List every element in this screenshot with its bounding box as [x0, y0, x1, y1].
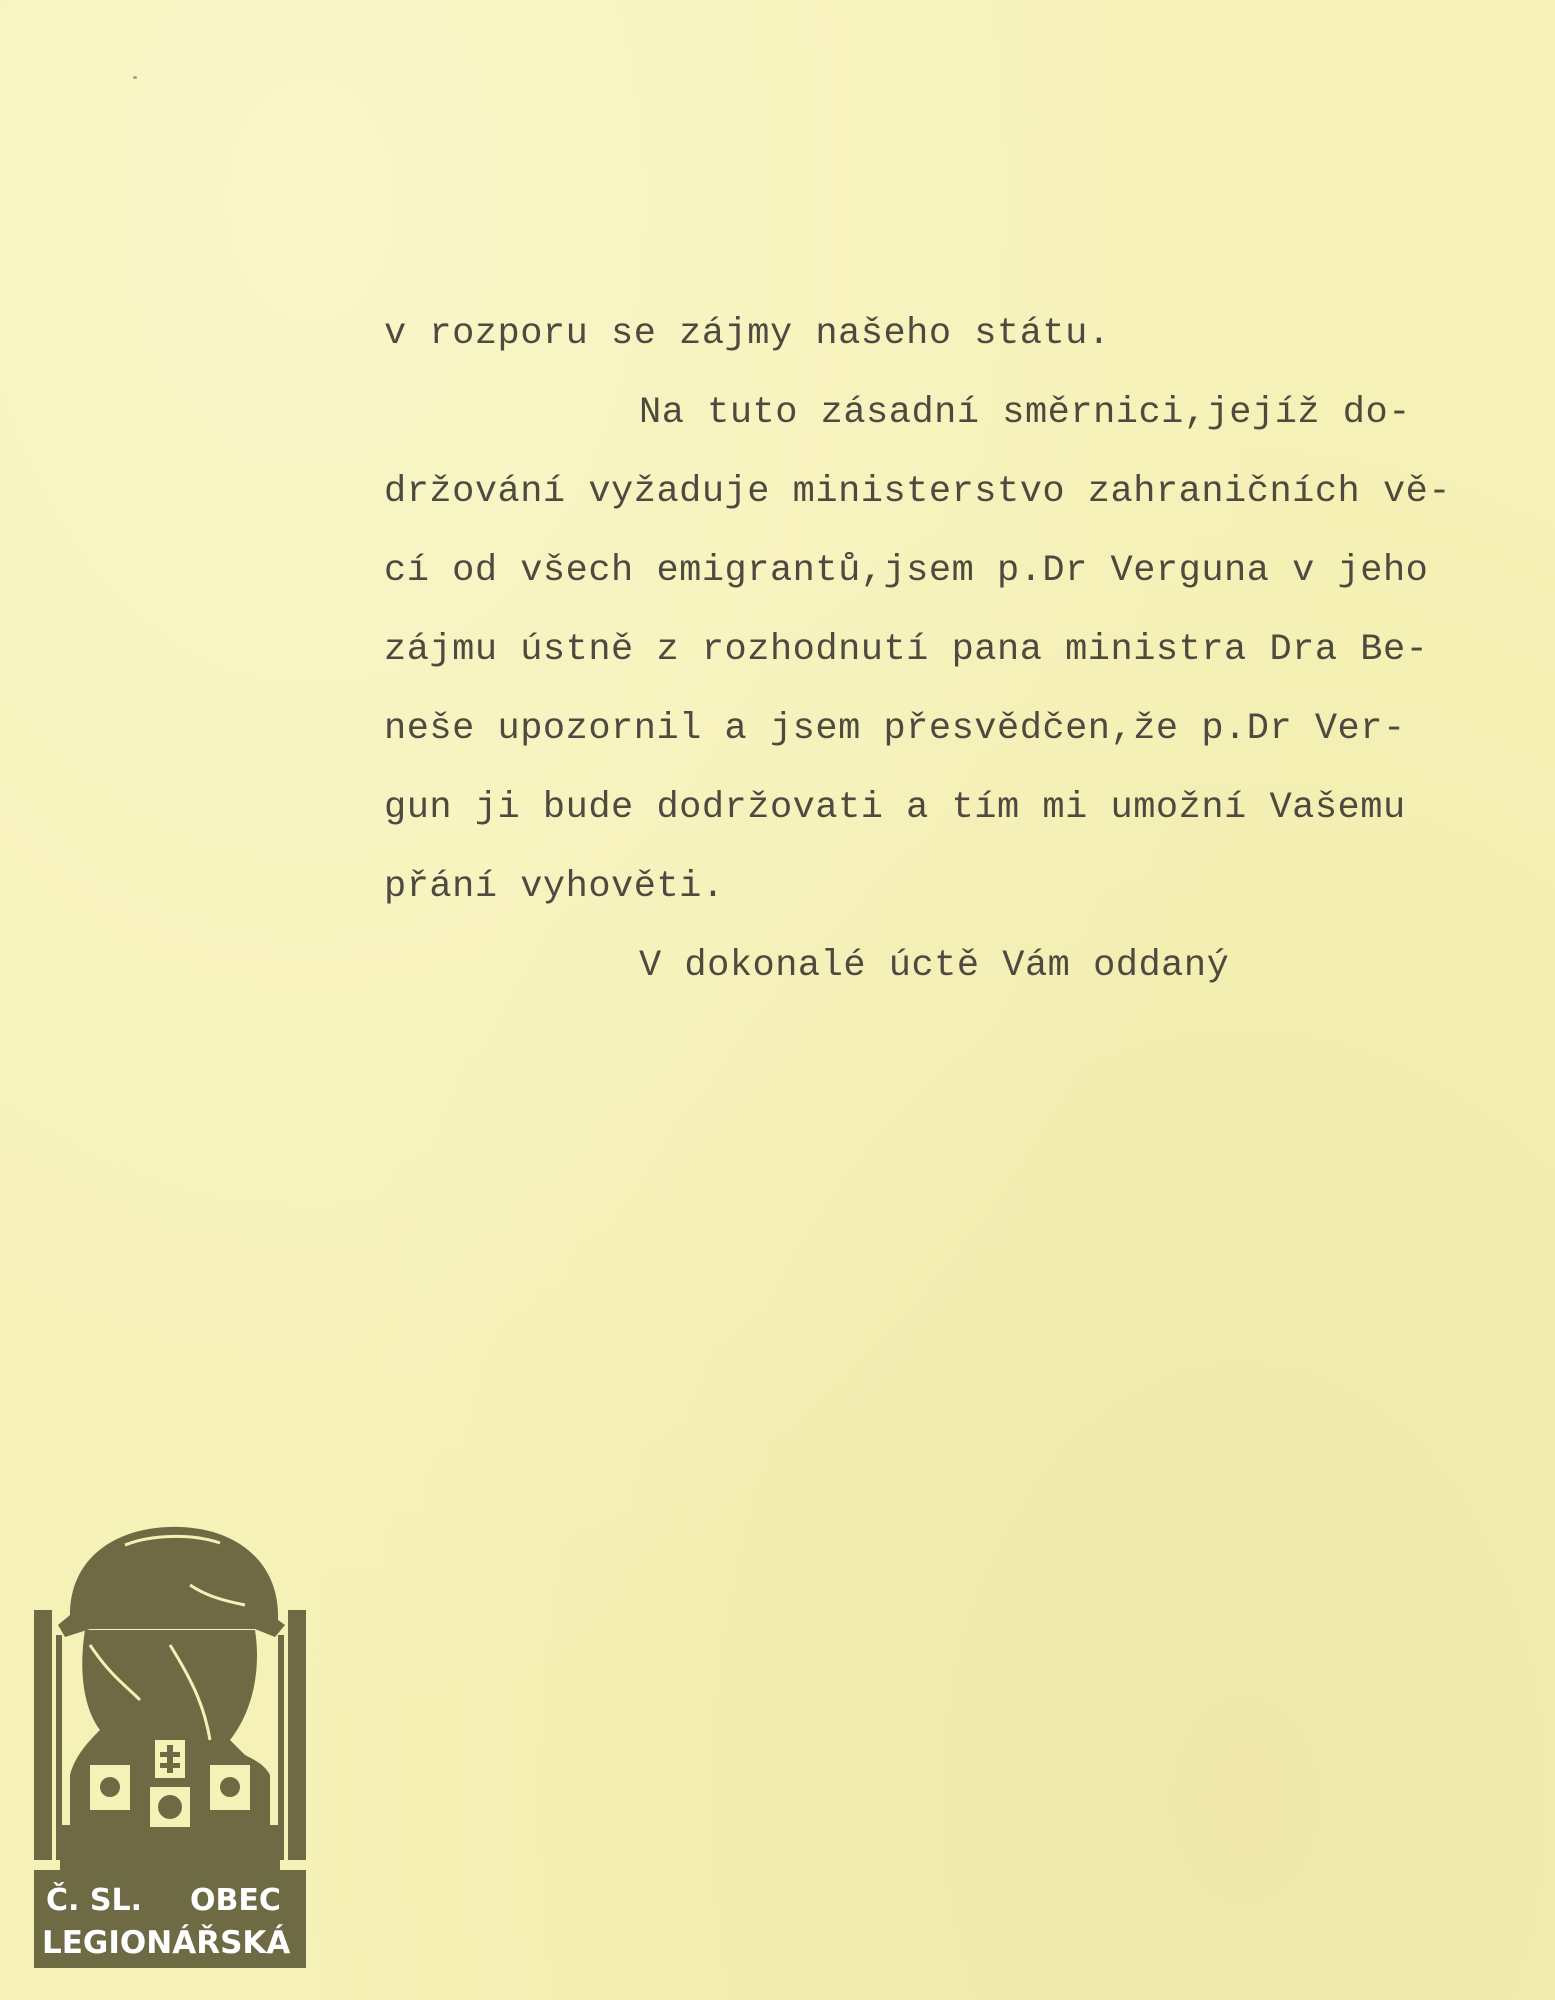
letter-line-3: držování vyžaduje ministerstvo zahraničních vě- [384, 471, 1452, 513]
emblem-text-legionarska: LEGIONÁŘSKÁ [42, 1925, 291, 1961]
legion-emblem-logo [30, 1525, 310, 1970]
letter-line-8: přání vyhověti. [384, 866, 725, 908]
emblem-graphic [30, 1525, 310, 1970]
letter-body [384, 295, 1504, 1006]
emblem-text-obec: OBEC [190, 1883, 281, 1918]
letter-line-6: neše upozornil a jsem přesvědčen,že p.Dr Ver- [384, 708, 1406, 750]
letter-line-1: v rozporu se zájmy našeho státu. [384, 313, 1111, 355]
paper-speck [133, 76, 137, 79]
letter-line-5: zájmu ústně z rozhodnutí pana ministra Dra Be- [384, 629, 1429, 671]
letter-line-4: cí od všech emigrantů,jsem p.Dr Verguna v jeho [384, 550, 1429, 592]
letter-line-2: Na tuto zásadní směrnici,jejíž do- [639, 392, 1411, 434]
letter-line-7: gun ji bude dodržovati a tím mi umožní Vašemu [384, 787, 1406, 829]
emblem-text-csl: Č. SL. [46, 1883, 142, 1918]
letter-closing: V dokonalé úctě Vám oddaný [639, 945, 1230, 987]
